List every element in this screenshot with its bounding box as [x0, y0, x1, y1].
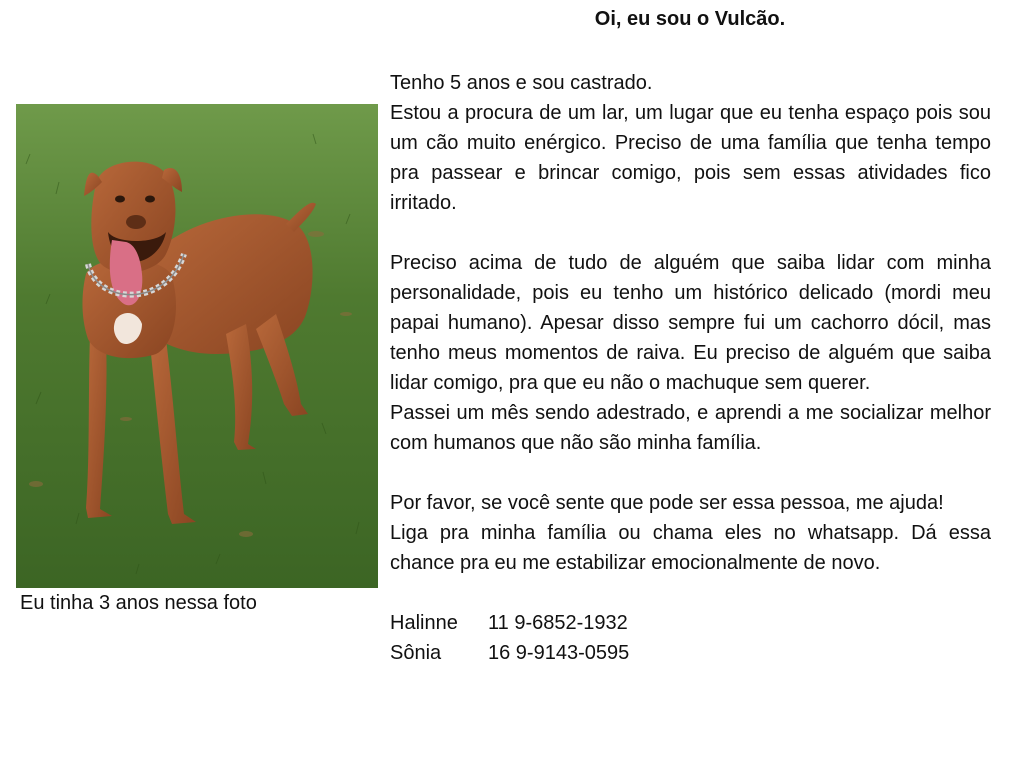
contact-sonia — [390, 638, 991, 668]
paragraph-call: Liga pra minha família ou chama eles no whatsapp. Dá essa chance pra eu me estabilizar emocionalmente de novo. — [390, 522, 991, 574]
contact-phone: 11 9-6852-1932 — [488, 612, 628, 634]
page-title: Oi, eu sou o Vulcão. — [594, 8, 786, 30]
adoption-text — [390, 68, 991, 668]
contact-name: Sônia — [390, 642, 442, 664]
paragraph-personality: Preciso acima de tudo de alguém que saiba lidar com minha personalidade, pois eu tenho um histórico delicado (mordi meu papai humano). Apesar disso sempre fui um cachorro dócil, mas tenho meus momentos de raiva. Eu preciso de alguém que saiba lidar comigo, pra que eu não o machuque sem querer. — [390, 252, 991, 394]
contact-phone: 16 9-9143-0595 — [488, 642, 630, 664]
dog-photo — [16, 104, 378, 588]
paragraph-home: Estou a procura de um lar, um lugar que eu tenha espaço pois sou um cão muito enérgico. Preciso de uma família que tenha tempo pra passear e brincar comigo, pois sem essas atividades fico irritado. — [390, 102, 991, 214]
contact-name: Halinne — [390, 612, 458, 634]
photo-caption: Eu tinha 3 anos nessa foto — [20, 592, 257, 614]
paragraph-training: Passei um mês sendo adestrado, e aprendi a me socializar melhor com humanos que não são minha família. — [390, 402, 991, 454]
contact-halinne — [390, 608, 991, 638]
paragraph-plea: Por favor, se você sente que pode ser essa pessoa, me ajuda! — [390, 492, 944, 514]
paragraph-age: Tenho 5 anos e sou castrado. — [390, 72, 653, 94]
